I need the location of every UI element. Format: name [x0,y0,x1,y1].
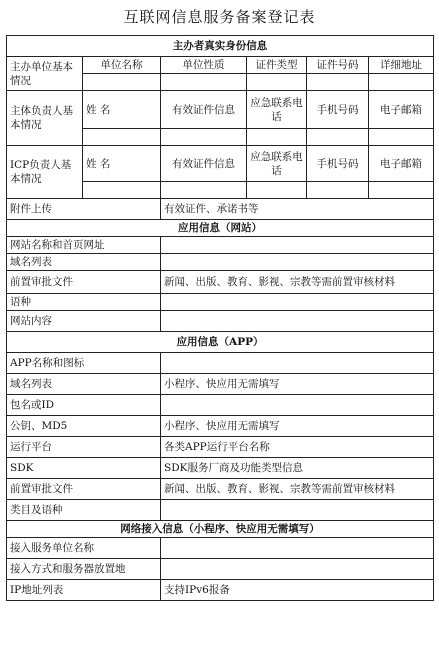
app-label: 公钥、MD5 [7,416,161,437]
principal-label: 主体负责人基本情况 [7,91,83,146]
network-value[interactable] [161,559,434,580]
app-value[interactable]: 新闻、出版、教育、影视、宗教等需前置审核材料 [161,479,434,500]
icp-email: 电子邮箱 [369,146,434,182]
input-icp-id[interactable] [161,182,247,199]
website-value[interactable] [161,311,434,332]
input-icp-name[interactable] [83,182,161,199]
app-value[interactable] [161,395,434,416]
principal-mobile: 手机号码 [307,91,369,129]
header-id-number: 证件号码 [307,57,369,74]
input-id-type[interactable] [247,74,307,91]
header-unit-name: 单位名称 [83,57,161,74]
app-label: 域名列表 [7,374,161,395]
section-header-app: 应用信息（APP） [7,332,434,353]
network-label: 接入服务单位名称 [7,538,161,559]
network-value[interactable] [161,538,434,559]
website-value[interactable] [161,237,434,254]
principal-emergency-phone: 应急联系电话 [247,91,307,129]
network-value[interactable]: 支持IPv6报备 [161,580,434,601]
section-header-host: 主办者真实身份信息 [7,36,434,57]
website-label: 网站内容 [7,311,161,332]
website-value[interactable] [161,254,434,271]
page-title: 互联网信息服务备案登记表 [123,8,316,26]
website-label: 前置审批文件 [7,271,161,294]
attachment-value[interactable]: 有效证件、承诺书等 [161,199,434,220]
input-unit-name[interactable] [83,74,161,91]
network-label: IP地址列表 [7,580,161,601]
app-value[interactable] [161,353,434,374]
icp-label: ICP负责人基本情况 [7,146,83,199]
attachment-label: 附件上传 [7,199,161,220]
registration-table [6,35,434,601]
principal-name-label: 姓 名 [83,91,161,129]
principal-email: 电子邮箱 [369,91,434,129]
icp-emergency-phone: 应急联系电话 [247,146,307,182]
header-address: 详细地址 [369,57,434,74]
input-icp-phone[interactable] [247,182,307,199]
input-address[interactable] [369,74,434,91]
network-label: 接入方式和服务器放置地 [7,559,161,580]
app-value[interactable] [161,500,434,521]
website-label: 域名列表 [7,254,161,271]
app-label: SDK [7,458,161,479]
app-value[interactable]: 各类APP运行平台名称 [161,437,434,458]
icp-id-info: 有效证件信息 [161,146,247,182]
website-value[interactable] [161,294,434,311]
app-label: 包名或ID [7,395,161,416]
section-header-website: 应用信息（网站） [7,220,434,237]
header-unit-nature: 单位性质 [161,57,247,74]
website-label: 语种 [7,294,161,311]
app-label: 前置审批文件 [7,479,161,500]
input-principal-name[interactable] [83,129,161,146]
app-label: 运行平台 [7,437,161,458]
host-unit-label: 主办单位基本情况 [7,57,83,91]
input-icp-mobile[interactable] [307,182,369,199]
input-principal-phone[interactable] [247,129,307,146]
input-id-number[interactable] [307,74,369,91]
principal-id-info: 有效证件信息 [161,91,247,129]
icp-mobile: 手机号码 [307,146,369,182]
input-unit-nature[interactable] [161,74,247,91]
website-value[interactable]: 新闻、出版、教育、影视、宗教等需前置审核材料 [161,271,434,294]
icp-name-label: 姓 名 [83,146,161,182]
app-value[interactable]: 小程序、快应用无需填写 [161,374,434,395]
input-principal-email[interactable] [369,129,434,146]
input-principal-id[interactable] [161,129,247,146]
app-value[interactable]: SDK服务厂商及功能类型信息 [161,458,434,479]
app-label: APP名称和图标 [7,353,161,374]
website-label: 网站名称和首页网址 [7,237,161,254]
app-label: 类目及语种 [7,500,161,521]
app-value[interactable]: 小程序、快应用无需填写 [161,416,434,437]
input-principal-mobile[interactable] [307,129,369,146]
section-header-network: 网络接入信息（小程序、快应用无需填写） [7,521,434,538]
input-icp-email[interactable] [369,182,434,199]
header-id-type: 证件类型 [247,57,307,74]
